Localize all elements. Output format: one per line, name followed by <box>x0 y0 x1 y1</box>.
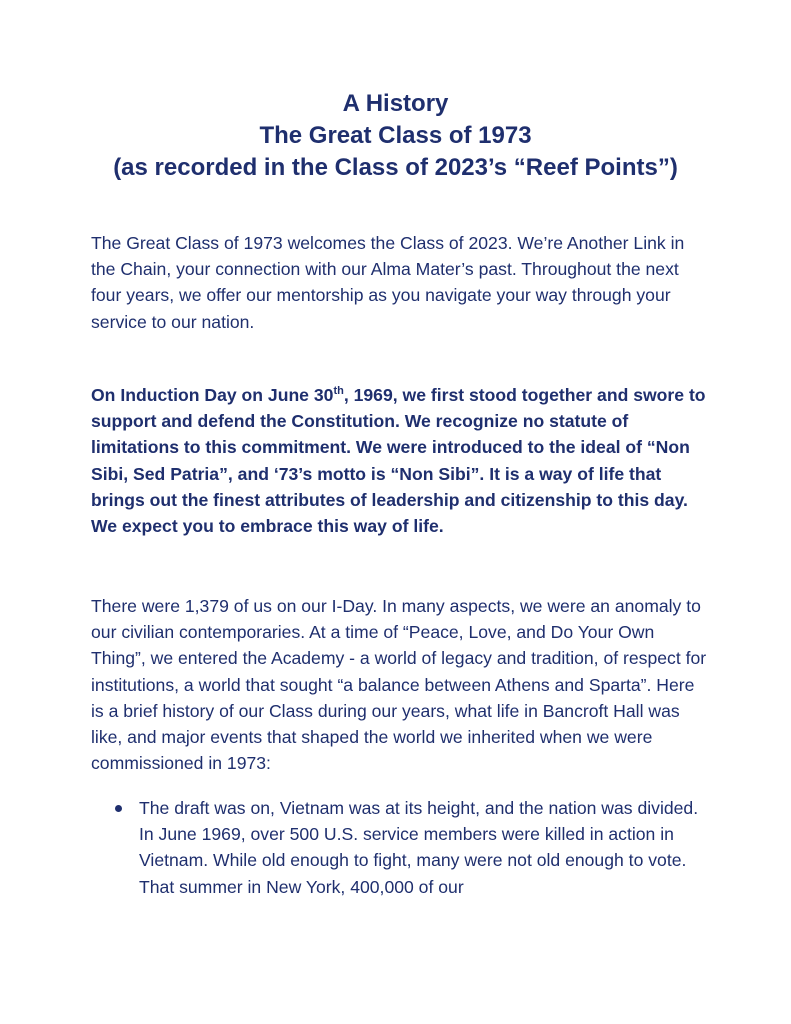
title-line-3: (as recorded in the Class of 2023’s “Reef Points”) <box>113 154 678 181</box>
list-item-text: The draft was on, Vietnam was at its height, and the nation was divided. In June 1969, over 500 U.S. service members were killed in action in Vietnam. While old enough to fight, many were not old enough to vote. That summer in New York, 400,000 of our <box>139 798 699 897</box>
list-item <box>91 795 711 900</box>
induction-day-text-start: On Induction Day on June 30 <box>91 385 334 405</box>
title-line-2: The Great Class of 1973 <box>259 122 532 149</box>
history-paragraph: There were 1,379 of us on our I-Day. In many aspects, we were an anomaly to our civilian contemporaries. At a time of “Peace, Love, and Do Your Own Thing”, we entered the Academy - a world of legacy and tradition, of respect for institutions, a world that sought “a balance between Athens and Sparta”. Here is a brief history of our Class during our years, what life in Bancroft Hall was like, and major events that shaped the world we inherited when we were commissioned in 1973: <box>91 596 707 774</box>
document-title <box>60 88 731 184</box>
induction-day-text-rest: , 1969, we first stood together and swore to support and defend the Constitution. We recognize no statute of limitations to this commitment. We were introduced to the ideal of “Non Sibi, Sed Patria”, and ‘73’s motto is “Non Sibi”. It is a way of life that brings out the finest attributes of leadership and citizenship to this day. We expect you to embrace this way of life. <box>91 385 706 537</box>
induction-day-paragraph <box>91 382 711 539</box>
title-line-1: A History <box>342 90 449 117</box>
welcome-paragraph: The Great Class of 1973 welcomes the Class of 2023. We’re Another Link in the Chain, your connection with our Alma Mater’s past. Throughout the next four years, we offer our mentorship as you navigate your way through your service to our nation. <box>91 233 685 332</box>
bullet-icon <box>115 805 122 812</box>
history-bullet-list <box>91 795 711 900</box>
ordinal-suffix: th <box>333 385 344 398</box>
